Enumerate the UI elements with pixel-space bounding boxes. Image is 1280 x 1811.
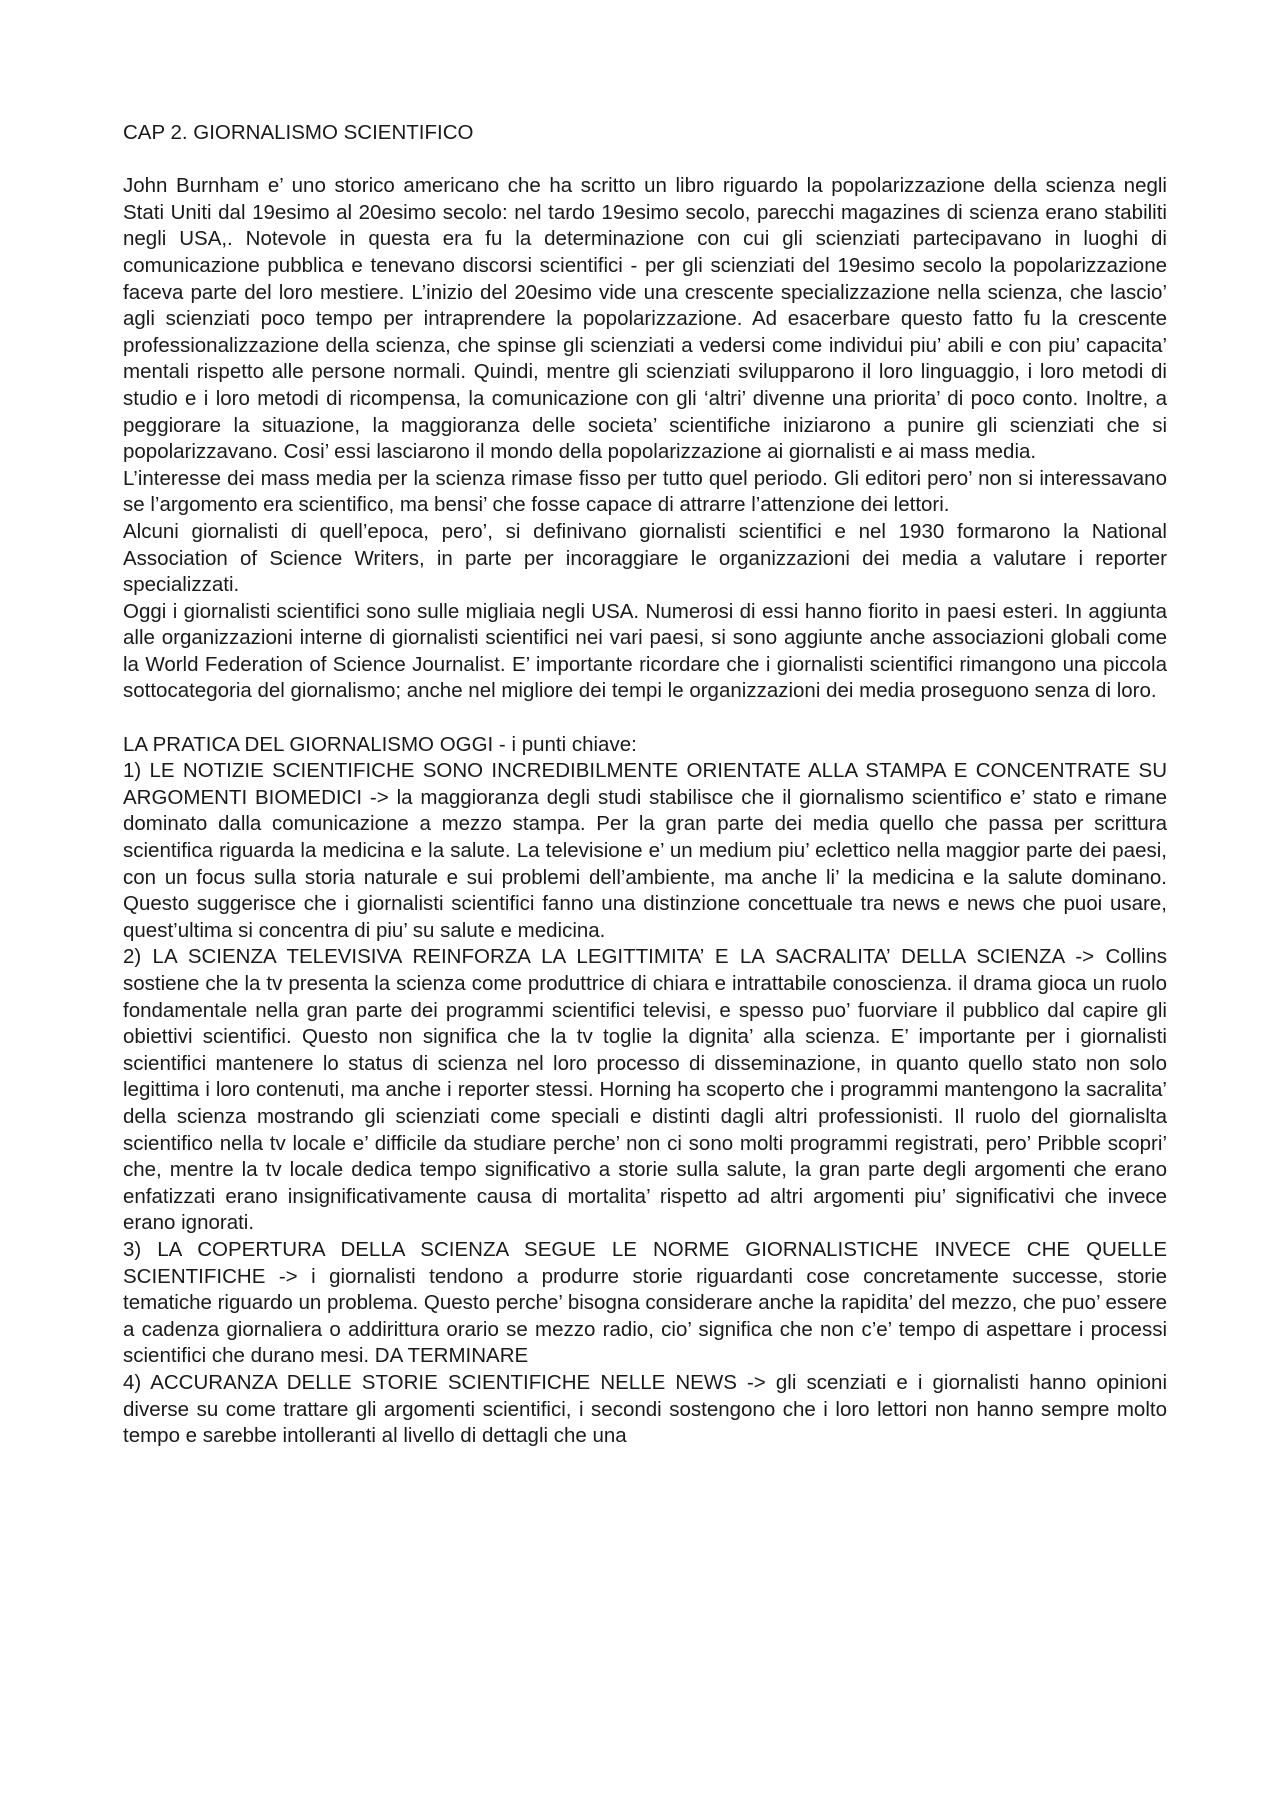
spacer xyxy=(123,705,1167,732)
document-page xyxy=(123,120,1167,1450)
section-heading: LA PRATICA DEL GIORNALISMO OGGI - i punti chiave: xyxy=(123,732,637,756)
key-point-3: 3) LA COPERTURA DELLA SCIENZA SEGUE LE NORME GIORNALISTICHE INVECE CHE QUELLE SCIENTIFICHE -> i giornalisti tendono a produrre storie riguardanti cose concretamente successe, storie tematiche riguardo un problema. Questo perche’ bisogna considerare anche la rapidita’ del mezzo, che puo’ essere a cadenza giornaliera o addirittura orario se mezzo radio, cio’ significa che non c’e’ tempo di aspettare i processi scientifici che durano mesi. DA TERMINARE xyxy=(123,1237,1167,1368)
paragraph-science-writers-association: Alcuni giornalisti di quell’epoca, pero’, si definivano giornalisti scientifici e nel 1930 formarono la National Association of Science Writers, in parte per incoraggiare le organizzazioni dei media a valutare i reporter specializzati. xyxy=(123,519,1167,597)
spacer xyxy=(123,147,1167,174)
paragraph-mass-media-interest: L’interesse dei mass media per la scienza rimase fisso per tutto quel periodo. Gli editori pero’ non si interessavano se l’argomento era scientifico, ma bensi’ che fosse capace di attrarre l’attenzione dei lettori. xyxy=(123,466,1167,517)
page-title: CAP 2. GIORNALISMO SCIENTIFICO xyxy=(123,121,474,144)
key-point-2: 2) LA SCIENZA TELEVISIVA REINFORZA LA LEGITTIMITA’ E LA SACRALITA’ DELLA SCIENZA -> Collins sostiene che la tv presenta la scienza come produttrice di chiara e intrattabile conoscienza. il drama gioca un ruolo fondamentale nella gran parte dei programmi scientifici televisi, e spesso puo’ fuorviare il pubblico dal capire gli obiettivi scientifici. Questo non significa che la tv toglie la dignita’ alla scienza. E’ importante per i giornalisti scientifici mantenere lo status di scienza nel loro processo di disseminazione, in quanto quello stato non solo legittima i loro contenuti, ma anche i reporter stessi. Horning ha scoperto che i programmi mantengono la sacralita’ della scienza mostrando gli scienziati come speciali e distinti dagli altri professionisti. Il ruolo del giornalislta scientifico nella tv locale e’ difficile da studiare perche’ non ci sono molti programmi registrati, pero’ Pribble scopri’ che, mentre la tv locale dedica tempo significativo a storie sulla salute, la gran parte degli argomenti che erano enfatizzati erano insignificativamente causa di mortalita’ rispetto ad altri argomenti piu’ significativi che invece erano ignorati. xyxy=(123,945,1167,1235)
paragraph-burnham-history: John Burnham e’ uno storico americano che ha scritto un libro riguardo la popolarizzazione della scienza negli Stati Uniti dal 19esimo al 20esimo secolo: nel tardo 19esimo secolo, parecchi magazines di scienza erano stabiliti negli USA,. Notevole in questa era fu la determinazione con cui gli scienziati partecipavano in luoghi di comunicazione pubblica e tenevano discorsi scientifici - per gli scienziati del 19esimo secolo la popolarizzazione faceva parte del loro mestiere. L’inizio del 20esimo vide una crescente specializzazione nella scienza, che lascio’ agli scienziati poco tempo per intraprendere la popolarizzazione. Ad esacerbare questo fatto fu la crescente professionalizzazione della scienza, che spinse gli scienziati a vedersi come individui piu’ abili e con piu’ capacita’ mentali rispetto alle persone normali. Quindi, mentre gli scienziati svilupparono il loro linguaggio, i loro metodi di studio e i loro metodi di ricompensa, la comunicazione con gli ‘altri’ divenne una priorita’ di poco conto. Inoltre, a peggiorare la situazione, la maggioranza delle societa’ scientifiche iniziarono a punire gli scienziati che si popolarizzavano. Cosi’ essi lasciarono il mondo della popolarizzazione ai giornalisti e ai mass media. xyxy=(123,174,1167,464)
key-point-4: 4) ACCURANZA DELLE STORIE SCIENTIFICHE NELLE NEWS -> gli scenziati e i giornalisti hanno opinioni diverse su come trattare gli argomenti scientifici, i secondi sostengono che i loro lettori non hanno sempre molto tempo e sarebbe intolleranti al livello di dettagli che una xyxy=(123,1370,1167,1448)
paragraph-science-journalists-today: Oggi i giornalisti scientifici sono sulle migliaia negli USA. Numerosi di essi hanno fiorito in paesi esteri. In aggiunta alle organizzazioni interne di giornalisti scientifici nei vari paesi, si sono aggiunte anche associazioni globali come la World Federation of Science Journalist. E’ importante ricordare che i giornalisti scientifici rimangono una piccola sottocategoria del giornalismo; anche nel migliore dei tempi le organizzazioni dei media proseguono senza di loro. xyxy=(123,599,1167,703)
key-point-1: 1) LE NOTIZIE SCIENTIFICHE SONO INCREDIBILMENTE ORIENTATE ALLA STAMPA E CONCENTRATE SU ARGOMENTI BIOMEDICI -> la maggioranza degli studi stabilisce che il giornalismo scientifico e’ stato e rimane dominato dalla comunicazione a mezzo stampa. Per la gran parte dei media quello che passa per scrittura scientifica riguarda la medicina e la salute. La televisione e’ un medium piu’ eclettico nella maggior parte dei paesi, con un focus sulla storia naturale e sui problemi dell’ambiente, ma anche li’ la medicina e la salute dominano. Questo suggerisce che i giornalisti scientifici fanno una distinzione concettuale tra news e news che puoi usare, quest’ultima si concentra di piu’ su salute e medicina. xyxy=(123,759,1167,942)
